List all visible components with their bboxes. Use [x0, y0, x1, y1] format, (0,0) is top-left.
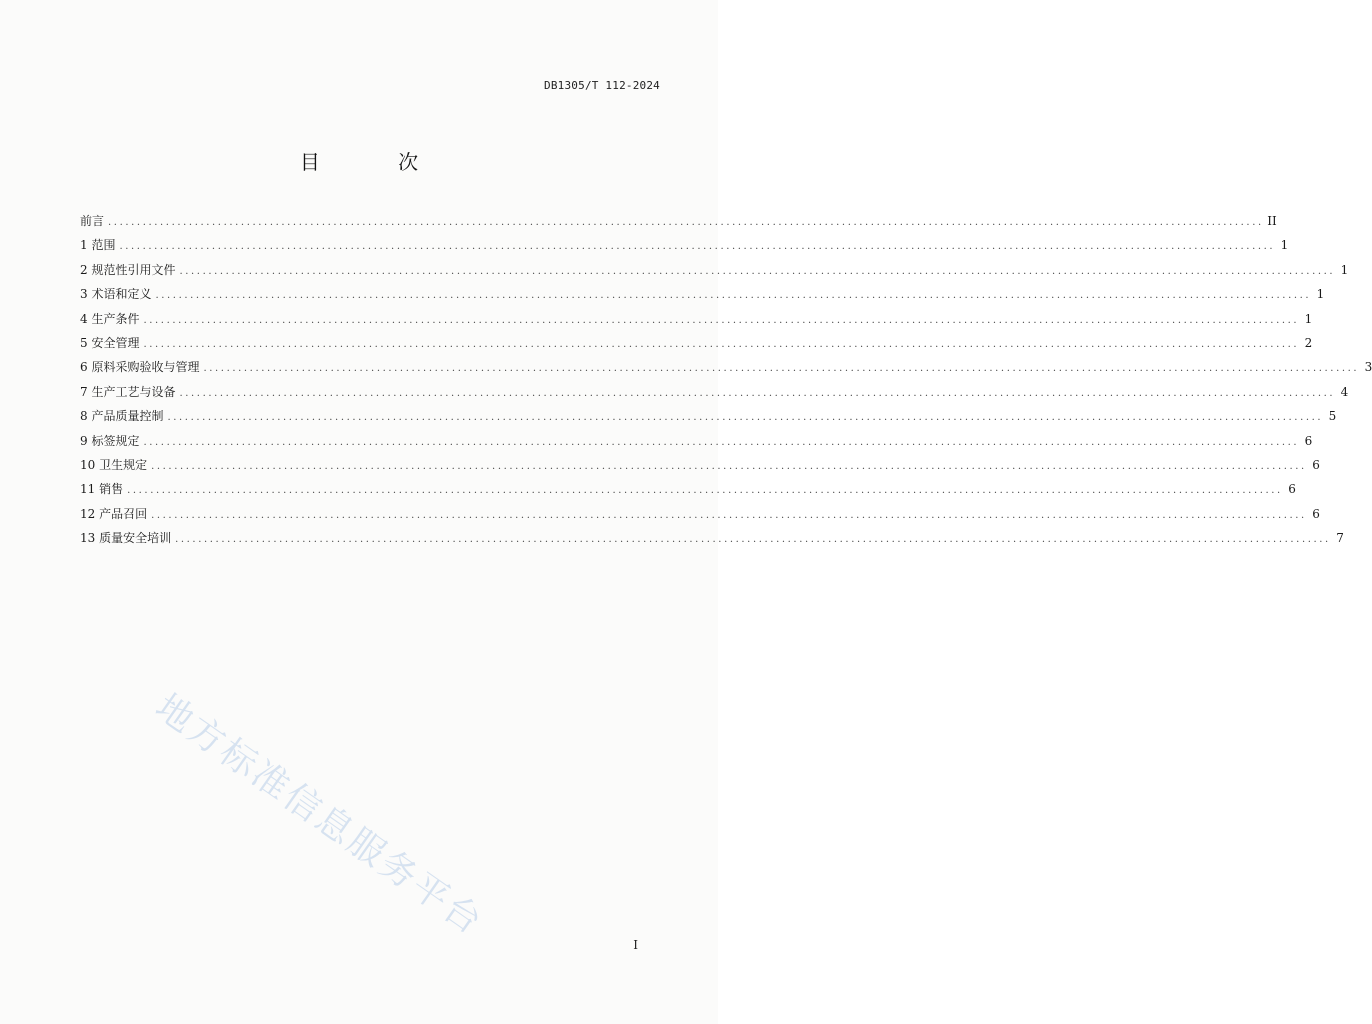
toc-entry-label: 3 术语和定义 — [80, 287, 152, 302]
toc-dot-leader: ........................................................................................................................................................................................................ — [119, 241, 1276, 253]
toc-entry-page: 6 — [1288, 482, 1296, 497]
toc-entry-page: 2 — [1304, 335, 1313, 350]
toc-entry[interactable] — [80, 307, 1313, 331]
toc-entry-page: 7 — [1336, 531, 1344, 546]
toc-entry-page: 4 — [1340, 384, 1349, 399]
toc-dot-leader: ........................................................................................................................................................................................................ — [143, 436, 1300, 448]
table-of-contents — [80, 209, 1372, 550]
toc-entry-page: 6 — [1312, 457, 1320, 472]
toc-dot-leader: ........................................................................................................................................................................................................ — [175, 534, 1331, 546]
toc-entry[interactable] — [80, 429, 1313, 453]
toc-entry[interactable] — [80, 233, 1289, 257]
toc-entry-page: 1 — [1280, 238, 1289, 253]
toc-entry-label: 前言 — [80, 214, 105, 228]
toc-dot-leader: ........................................................................................................................................................................................................ — [203, 363, 1360, 375]
toc-entry-label: 9 标签规定 — [80, 433, 140, 448]
toc-entry[interactable] — [80, 526, 1344, 550]
toc-entry[interactable] — [80, 502, 1320, 526]
toc-entry-label: 4 生产条件 — [80, 311, 140, 326]
toc-entry-page: 1 — [1304, 311, 1313, 326]
toc-dot-leader: ........................................................................................................................................................................................................ — [179, 265, 1336, 277]
toc-entry-label: 2 规范性引用文件 — [80, 262, 176, 277]
page-number: I — [633, 938, 638, 952]
toc-entry[interactable] — [80, 209, 1277, 233]
toc-entry-label: 11 销售 — [80, 482, 124, 497]
toc-entry-label: 12 产品召回 — [80, 506, 148, 521]
toc-entry[interactable] — [80, 477, 1296, 501]
watermark: 地方标准信息服务平台 — [147, 686, 491, 944]
toc-entry-page: 3 — [1364, 360, 1372, 375]
toc-entry-page: 1 — [1340, 262, 1349, 277]
toc-entry[interactable] — [80, 331, 1313, 355]
toc-dot-leader: ........................................................................................................................................................................................................ — [179, 387, 1336, 399]
toc-dot-leader: ........................................................................................................................................................................................................ — [155, 290, 1312, 302]
toc-entry-label: 6 原料采购验收与管理 — [80, 360, 200, 375]
toc-dot-leader: ........................................................................................................................................................................................................ — [151, 509, 1307, 521]
toc-entry-label: 8 产品质量控制 — [80, 409, 164, 424]
toc-entry[interactable] — [80, 258, 1349, 282]
toc-entry-page: 6 — [1304, 433, 1313, 448]
document-code: DB1305/T 112-2024 — [544, 79, 660, 92]
toc-dot-leader: ........................................................................................................................................................................................................ — [143, 314, 1300, 326]
toc-dot-leader: ........................................................................................................................................................................................................ — [127, 485, 1283, 497]
toc-entry-page: 1 — [1316, 287, 1325, 302]
toc-dot-leader: ........................................................................................................................................................................................................ — [108, 217, 1264, 228]
toc-dot-leader: ........................................................................................................................................................................................................ — [151, 460, 1307, 472]
toc-entry[interactable] — [80, 380, 1349, 404]
toc-entry[interactable] — [80, 355, 1372, 379]
toc-entry-label: 1 范围 — [80, 238, 116, 253]
toc-entry-page: 5 — [1328, 409, 1337, 424]
toc-entry-page: 6 — [1312, 506, 1320, 521]
toc-title: 目 次 — [299, 150, 455, 174]
toc-entry[interactable] — [80, 453, 1320, 477]
toc-dot-leader: ........................................................................................................................................................................................................ — [143, 338, 1300, 350]
toc-dot-leader: ........................................................................................................................................................................................................ — [167, 412, 1324, 424]
toc-entry[interactable] — [80, 282, 1325, 306]
toc-entry[interactable] — [80, 404, 1337, 428]
toc-entry-label: 5 安全管理 — [80, 335, 140, 350]
toc-entry-label: 10 卫生规定 — [80, 457, 148, 472]
toc-entry-label: 7 生产工艺与设备 — [80, 384, 176, 399]
toc-entry-page: II — [1267, 214, 1277, 228]
toc-entry-label: 13 质量安全培训 — [80, 531, 172, 546]
